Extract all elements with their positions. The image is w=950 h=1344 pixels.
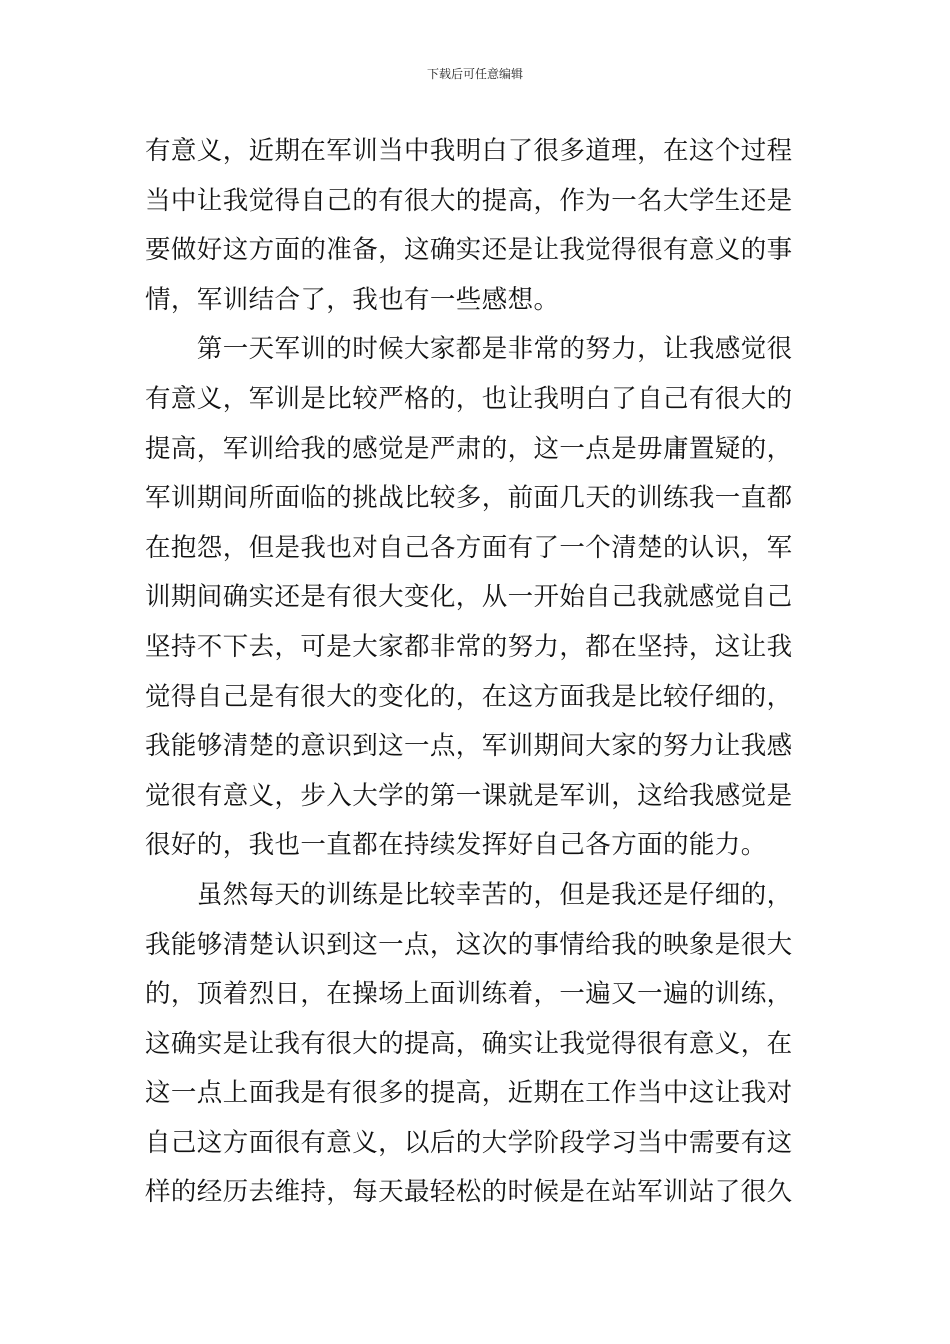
text-line: 我能够清楚的意识到这一点，军训期间大家的努力让我感 — [145, 731, 793, 762]
text-line: 觉很有意义，步入大学的第一课就是军训，这给我感觉是 — [145, 780, 793, 811]
text-line: 有意义，军训是比较严格的，也让我明白了自己有很大的 — [145, 383, 793, 414]
text-line: 虽然每天的训练是比较幸苦的，但是我还是仔细的， — [145, 879, 793, 910]
text-line: 军训期间所面临的挑战比较多，前面几天的训练我一直都 — [145, 483, 793, 514]
text-line: 在抱怨，但是我也对自己各方面有了一个清楚的认识，军 — [145, 532, 793, 563]
text-line: 有意义，近期在军训当中我明白了很多道理，在这个过程 — [145, 136, 793, 166]
text-line: 提高，军训给我的感觉是严肃的，这一点是毋庸置疑的， — [145, 433, 793, 464]
body-text — [145, 127, 810, 1218]
text-line: 样的经历去维持，每天最轻松的时候是在站军训站了很久 — [145, 1177, 793, 1208]
text-line: 觉得自己是有很大的变化的，在这方面我是比较仔细的， — [145, 681, 793, 712]
text-line: 的，顶着烈日，在操场上面训练着，一遍又一遍的训练， — [145, 979, 793, 1010]
text-line: 坚持不下去，可是大家都非常的努力，都在坚持，这让我 — [145, 631, 793, 662]
text-line: 第一天军训的时候大家都是非常的努力，让我感觉很 — [145, 334, 793, 365]
text-line: 要做好这方面的准备，这确实还是让我觉得很有意义的事 — [145, 235, 793, 266]
text-line: 情，军训结合了，我也有一些感想。 — [145, 284, 560, 315]
text-line: 很好的，我也一直都在持续发挥好自己各方面的能力。 — [145, 830, 767, 861]
text-line: 我能够清楚认识到这一点，这次的事情给我的映象是很大 — [145, 929, 793, 960]
text-line: 这确实是让我有很大的提高，确实让我觉得很有意义，在 — [145, 1028, 793, 1059]
text-line: 当中让我觉得自己的有很大的提高，作为一名大学生还是 — [145, 185, 793, 216]
text-line: 自己这方面很有意义，以后的大学阶段学习当中需要有这 — [145, 1127, 793, 1158]
text-line: 训期间确实还是有很大变化，从一开始自己我就感觉自己 — [145, 582, 793, 613]
page-header: 下载后可任意编辑 — [426, 67, 523, 81]
text-line: 这一点上面我是有很多的提高，近期在工作当中这让我对 — [145, 1078, 793, 1109]
